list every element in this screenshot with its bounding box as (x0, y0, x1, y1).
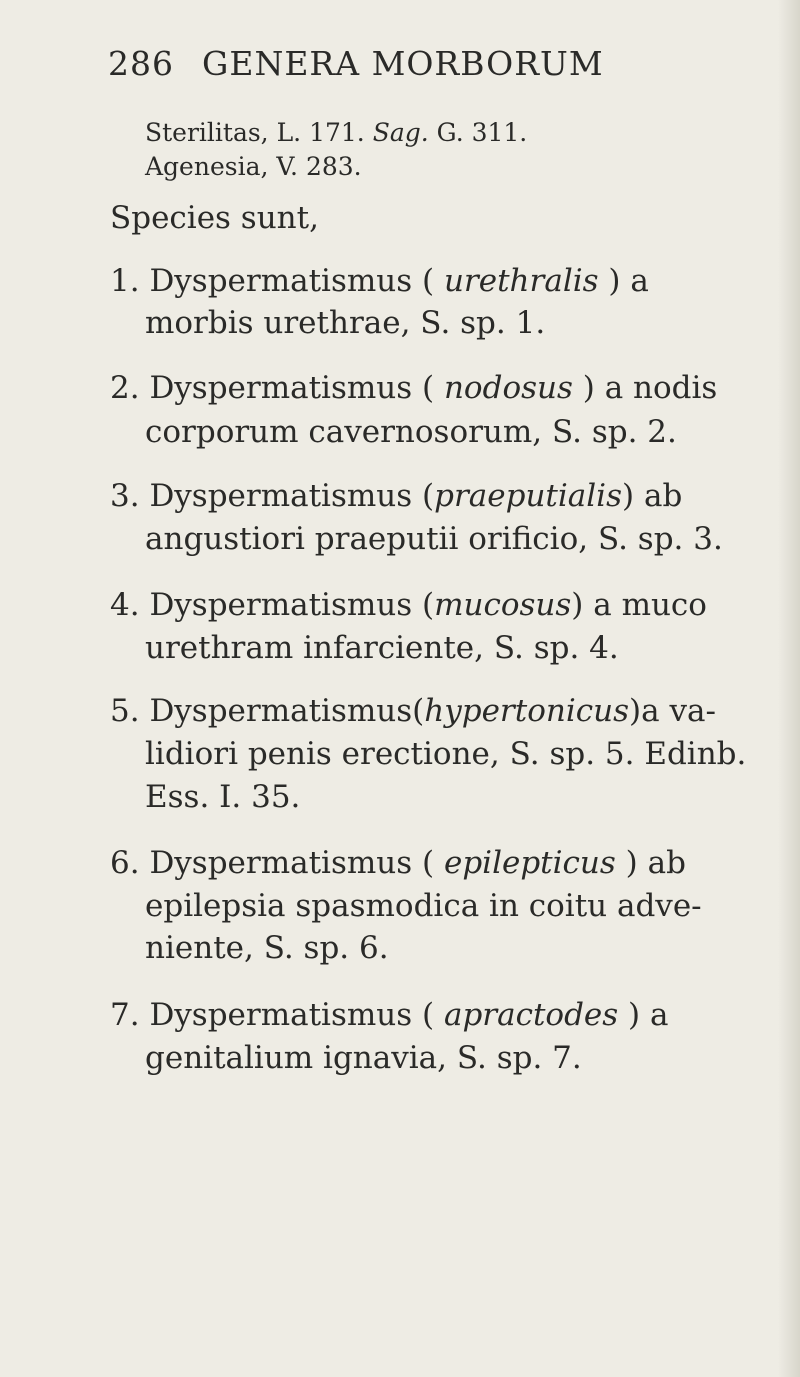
running-header (108, 44, 604, 83)
species-entry: 2. Dyspermatismus ( nodosus ) a nodis (110, 370, 718, 406)
species-entry: 6. Dyspermatismus ( epilepticus ) ab (110, 845, 686, 881)
species-entry: 1. Dyspermatismus ( urethralis ) a (110, 263, 649, 299)
species-entry: 7. Dyspermatismus ( apractodes ) a (110, 997, 669, 1033)
species-entry-cont: Ess. I. 35. (145, 779, 301, 815)
species-entry-cont: lidiori penis erectione, S. sp. 5. Edinb. (145, 736, 747, 772)
species-entry: 4. Dyspermatismus (mucosus) a muco (110, 587, 707, 623)
species-entry: 3. Dyspermatismus (praeputialis) ab (110, 478, 683, 514)
species-entry-cont: corporum cavernosorum, S. sp. 2. (145, 414, 677, 450)
running-title: GENERA MORBORUM (202, 44, 604, 83)
species-entry-cont: niente, S. sp. 6. (145, 930, 389, 966)
species-entry: 5. Dyspermatismus(hypertonicus)a va- (110, 693, 716, 729)
page-number: 286 (108, 44, 174, 83)
page-edge-shadow (778, 0, 800, 1377)
synonym-line: Agenesia, V. 283. (145, 152, 362, 181)
synonym-line: Sterilitas, L. 171. Sag. G. 311. (145, 118, 528, 147)
species-entry-cont: epilepsia spasmodica in coitu adve- (145, 888, 702, 924)
species-entry-cont: angustiori praeputii orificio, S. sp. 3. (145, 521, 723, 557)
species-entry-cont: urethram infarciente, S. sp. 4. (145, 630, 619, 666)
species-entry-cont: morbis urethrae, S. sp. 1. (145, 305, 546, 341)
species-entry-cont: genitalium ignavia, S. sp. 7. (145, 1040, 582, 1076)
species-intro: Species sunt, (110, 200, 319, 236)
